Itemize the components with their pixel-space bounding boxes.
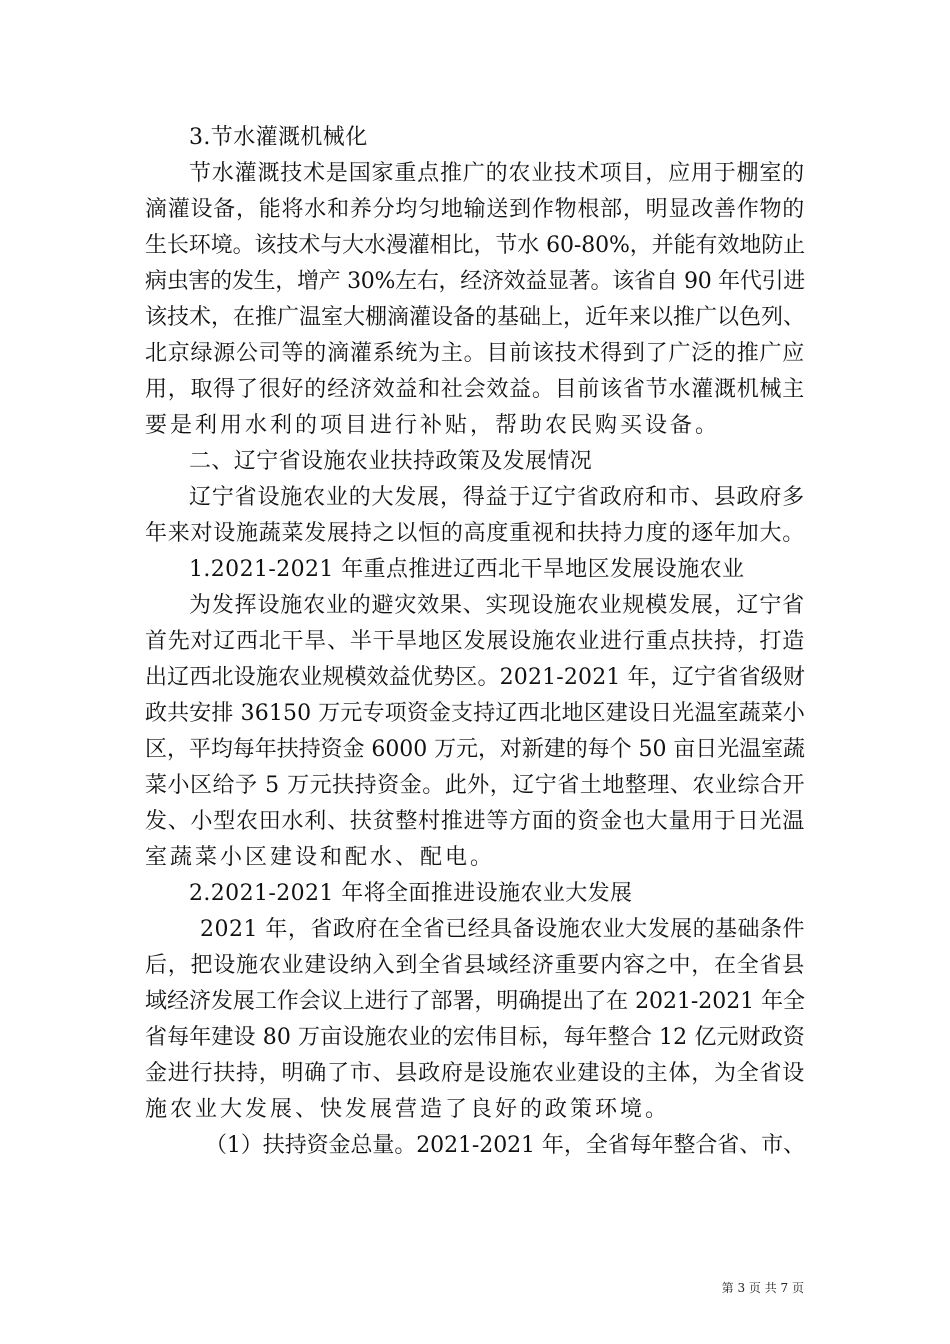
paragraph-line: 滴灌设备，能将水和养分均匀地输送到作物根部，明显改善作物的 [145,197,805,222]
paragraph-line: （1）扶持资金总量。2021-2021 年，全省每年整合省、市、 [205,1133,805,1158]
paragraph-line: 生长环境。该技术与大水漫灌相比，节水 60-80%，并能有效地防止 [145,233,805,258]
section-heading-policy: 二、辽宁省设施农业扶持政策及发展情况 [189,449,593,474]
paragraph-line: 后，把设施农业建设纳入到全省县域经济重要内容之中，在全省县 [145,953,805,978]
paragraph-line: 金进行扶持，明确了市、县政府是设施农业建设的主体，为全省设 [145,1061,805,1086]
paragraph-line: 发、小型农田水利、扶贫整村推进等方面的资金也大量用于日光温 [145,809,805,834]
paragraph-line: 为发挥设施农业的避灾效果、实现设施农业规模发展，辽宁省 [189,593,805,618]
paragraph-line: 室蔬菜小区建设和配水、配电。 [145,845,496,870]
paragraph-line: 施农业大发展、快发展营造了良好的政策环境。 [145,1097,671,1122]
paragraph-line: 该技术，在推广温室大棚滴灌设备的基础上，近年来以推广以色列、 [145,305,805,330]
subsection-heading-1: 1.2021-2021 年重点推进辽西北干旱地区发展设施农业 [189,557,745,582]
paragraph-line: 病虫害的发生，增产 30%左右，经济效益显著。该省自 90 年代引进 [145,269,805,294]
paragraph-line: 菜小区给予 5 万元扶持资金。此外，辽宁省土地整理、农业综合开 [145,773,805,798]
paragraph-line: 政共安排 36150 万元专项资金支持辽西北地区建设日光温室蔬菜小 [145,701,805,726]
page-number: 第 3 页 共 7 页 [721,1281,804,1295]
paragraph-line: 2021 年，省政府在全省已经具备设施农业大发展的基础条件 [200,917,805,942]
paragraph-line: 辽宁省设施农业的大发展，得益于辽宁省政府和市、县政府多 [189,485,805,510]
paragraph-line: 用，取得了很好的经济效益和社会效益。目前该省节水灌溉机械主 [145,377,805,402]
paragraph-line: 北京绿源公司等的滴灌系统为主。目前该技术得到了广泛的推广应 [145,341,805,366]
paragraph-line: 省每年建设 80 万亩设施农业的宏伟目标，每年整合 12 亿元财政资 [145,1025,805,1050]
paragraph-line: 年来对设施蔬菜发展持之以恒的高度重视和扶持力度的逐年加大。 [145,521,805,546]
paragraph-line: 要是利用水利的项目进行补贴，帮助农民购买设备。 [145,413,721,438]
paragraph-line: 节水灌溉技术是国家重点推广的农业技术项目，应用于棚室的 [189,161,805,186]
section-heading-water-saving: 3.节水灌溉机械化 [189,125,368,150]
paragraph-line: 首先对辽西北干旱、半干旱地区发展设施农业进行重点扶持，打造 [145,629,805,654]
subsection-heading-2: 2.2021-2021 年将全面推进设施农业大发展 [189,881,633,906]
paragraph-line: 出辽西北设施农业规模效益优势区。2021-2021 年，辽宁省省级财 [145,665,805,690]
paragraph-line: 域经济发展工作会议上进行了部署，明确提出了在 2021-2021 年全 [145,989,805,1014]
paragraph-line: 区，平均每年扶持资金 6000 万元，对新建的每个 50 亩日光温室蔬 [145,737,805,762]
